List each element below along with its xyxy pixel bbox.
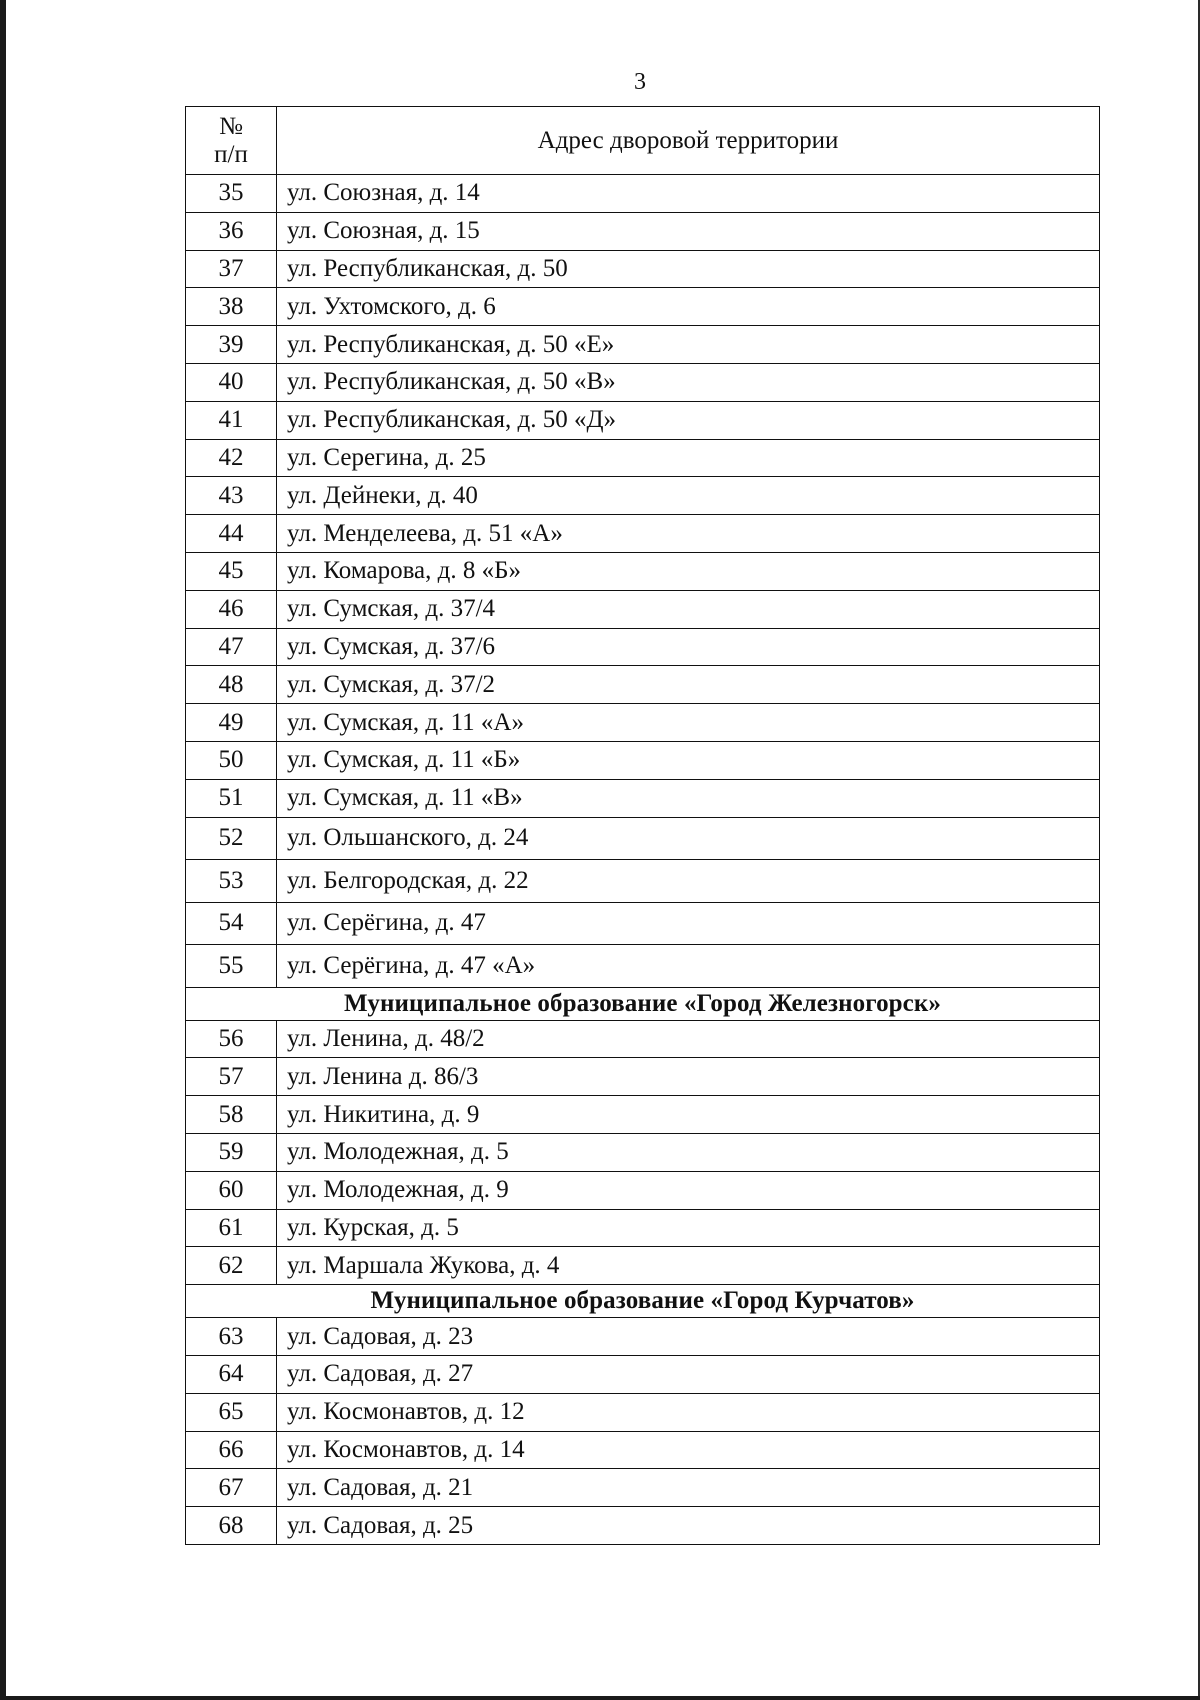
- row-address: ул. Ухтомского, д. 6: [277, 288, 1100, 326]
- table-row: [186, 628, 1100, 666]
- row-number: 43: [186, 477, 277, 515]
- row-address: ул. Комарова, д. 8 «Б»: [277, 552, 1100, 590]
- row-address: ул. Сумская, д. 11 «Б»: [277, 741, 1100, 779]
- table-row: [186, 590, 1100, 628]
- section-heading: Муниципальное образование «Город Курчатов»: [186, 1285, 1100, 1318]
- table-row: [186, 860, 1100, 903]
- row-number: 67: [186, 1469, 277, 1507]
- row-number: 45: [186, 552, 277, 590]
- row-number: 65: [186, 1393, 277, 1431]
- table-row: [186, 1469, 1100, 1507]
- row-number: 68: [186, 1507, 277, 1545]
- table-header-row: [186, 107, 1100, 175]
- row-number: 54: [186, 902, 277, 945]
- table-row: [186, 363, 1100, 401]
- table-row: [186, 945, 1100, 988]
- row-address: ул. Космонавтов, д. 14: [277, 1431, 1100, 1469]
- row-address: ул. Белгородская, д. 22: [277, 860, 1100, 903]
- row-address: ул. Молодежная, д. 5: [277, 1133, 1100, 1171]
- row-number: 38: [186, 288, 277, 326]
- row-address: ул. Дейнеки, д. 40: [277, 477, 1100, 515]
- table-row: [186, 250, 1100, 288]
- address-table: [185, 106, 1100, 1545]
- table-row: [186, 1355, 1100, 1393]
- section-heading: Муниципальное образование «Город Железногорск»: [186, 987, 1100, 1020]
- row-address: ул. Серёгина, д. 47 «А»: [277, 945, 1100, 988]
- row-address: ул. Серегина, д. 25: [277, 439, 1100, 477]
- row-number: 49: [186, 704, 277, 742]
- table-row: [186, 666, 1100, 704]
- table-row: [186, 1431, 1100, 1469]
- row-number: 40: [186, 363, 277, 401]
- table-row: [186, 326, 1100, 364]
- row-address: ул. Садовая, д. 21: [277, 1469, 1100, 1507]
- row-address: ул. Космонавтов, д. 12: [277, 1393, 1100, 1431]
- row-number: 50: [186, 741, 277, 779]
- header-number-cell: [186, 107, 277, 175]
- table-row: [186, 1058, 1100, 1096]
- row-address: ул. Никитина, д. 9: [277, 1096, 1100, 1134]
- table-row: [186, 817, 1100, 860]
- row-address: ул. Союзная, д. 14: [277, 175, 1100, 213]
- section-row-kurchatov: [186, 1285, 1100, 1318]
- row-address: ул. Республиканская, д. 50 «Е»: [277, 326, 1100, 364]
- row-number: 46: [186, 590, 277, 628]
- row-address: ул. Садовая, д. 27: [277, 1355, 1100, 1393]
- table-row: [186, 1020, 1100, 1058]
- table-row: [186, 779, 1100, 817]
- page-number: 3: [634, 69, 646, 95]
- row-address: ул. Маршала Жукова, д. 4: [277, 1247, 1100, 1285]
- section-row-zheleznogorsk: [186, 987, 1100, 1020]
- table-row: [186, 552, 1100, 590]
- row-address: ул. Серёгина, д. 47: [277, 902, 1100, 945]
- row-number: 41: [186, 401, 277, 439]
- row-address: ул. Сумская, д. 37/6: [277, 628, 1100, 666]
- row-number: 64: [186, 1355, 277, 1393]
- row-number: 59: [186, 1133, 277, 1171]
- row-address: ул. Садовая, д. 23: [277, 1318, 1100, 1356]
- table-row: [186, 704, 1100, 742]
- row-number: 39: [186, 326, 277, 364]
- row-address: ул. Сумская, д. 37/4: [277, 590, 1100, 628]
- row-address: ул. Сумская, д. 11 «А»: [277, 704, 1100, 742]
- scan-edge-bottom: [0, 1696, 1200, 1700]
- row-number: 63: [186, 1318, 277, 1356]
- row-address: ул. Сумская, д. 37/2: [277, 666, 1100, 704]
- row-number: 61: [186, 1209, 277, 1247]
- row-address: ул. Сумская, д. 11 «В»: [277, 779, 1100, 817]
- header-number-abbrev: п/п: [214, 140, 248, 168]
- row-number: 56: [186, 1020, 277, 1058]
- table-row: [186, 1209, 1100, 1247]
- table-row: [186, 288, 1100, 326]
- table-row: [186, 439, 1100, 477]
- table-row: [186, 212, 1100, 250]
- table-row: [186, 175, 1100, 213]
- table-row: [186, 1393, 1100, 1431]
- row-number: 35: [186, 175, 277, 213]
- table-row: [186, 1096, 1100, 1134]
- table-row: [186, 741, 1100, 779]
- row-address: ул. Республиканская, д. 50 «В»: [277, 363, 1100, 401]
- row-number: 47: [186, 628, 277, 666]
- row-number: 53: [186, 860, 277, 903]
- row-number: 62: [186, 1247, 277, 1285]
- table-row: [186, 902, 1100, 945]
- header-number-sign: №: [219, 112, 243, 140]
- row-number: 48: [186, 666, 277, 704]
- row-number: 58: [186, 1096, 277, 1134]
- scan-edge-left: [0, 0, 6, 1700]
- row-address: ул. Ленина д. 86/3: [277, 1058, 1100, 1096]
- row-address: ул. Менделеева, д. 51 «А»: [277, 515, 1100, 553]
- table-row: [186, 1507, 1100, 1545]
- row-number: 51: [186, 779, 277, 817]
- table-row: [186, 1133, 1100, 1171]
- row-number: 60: [186, 1171, 277, 1209]
- row-number: 37: [186, 250, 277, 288]
- row-number: 44: [186, 515, 277, 553]
- table-row: [186, 1247, 1100, 1285]
- row-address: ул. Курская, д. 5: [277, 1209, 1100, 1247]
- row-address: ул. Ольшанского, д. 24: [277, 817, 1100, 860]
- row-number: 42: [186, 439, 277, 477]
- table-row: [186, 401, 1100, 439]
- row-number: 52: [186, 817, 277, 860]
- header-address-cell: Адрес дворовой территории: [277, 107, 1100, 175]
- row-number: 36: [186, 212, 277, 250]
- table-row: [186, 1318, 1100, 1356]
- row-address: ул. Ленина, д. 48/2: [277, 1020, 1100, 1058]
- row-address: ул. Республиканская, д. 50 «Д»: [277, 401, 1100, 439]
- table-row: [186, 477, 1100, 515]
- row-number: 57: [186, 1058, 277, 1096]
- row-address: ул. Молодежная, д. 9: [277, 1171, 1100, 1209]
- row-address: ул. Садовая, д. 25: [277, 1507, 1100, 1545]
- table-row: [186, 515, 1100, 553]
- row-address: ул. Союзная, д. 15: [277, 212, 1100, 250]
- table-row: [186, 1171, 1100, 1209]
- row-address: ул. Республиканская, д. 50: [277, 250, 1100, 288]
- row-number: 66: [186, 1431, 277, 1469]
- row-number: 55: [186, 945, 277, 988]
